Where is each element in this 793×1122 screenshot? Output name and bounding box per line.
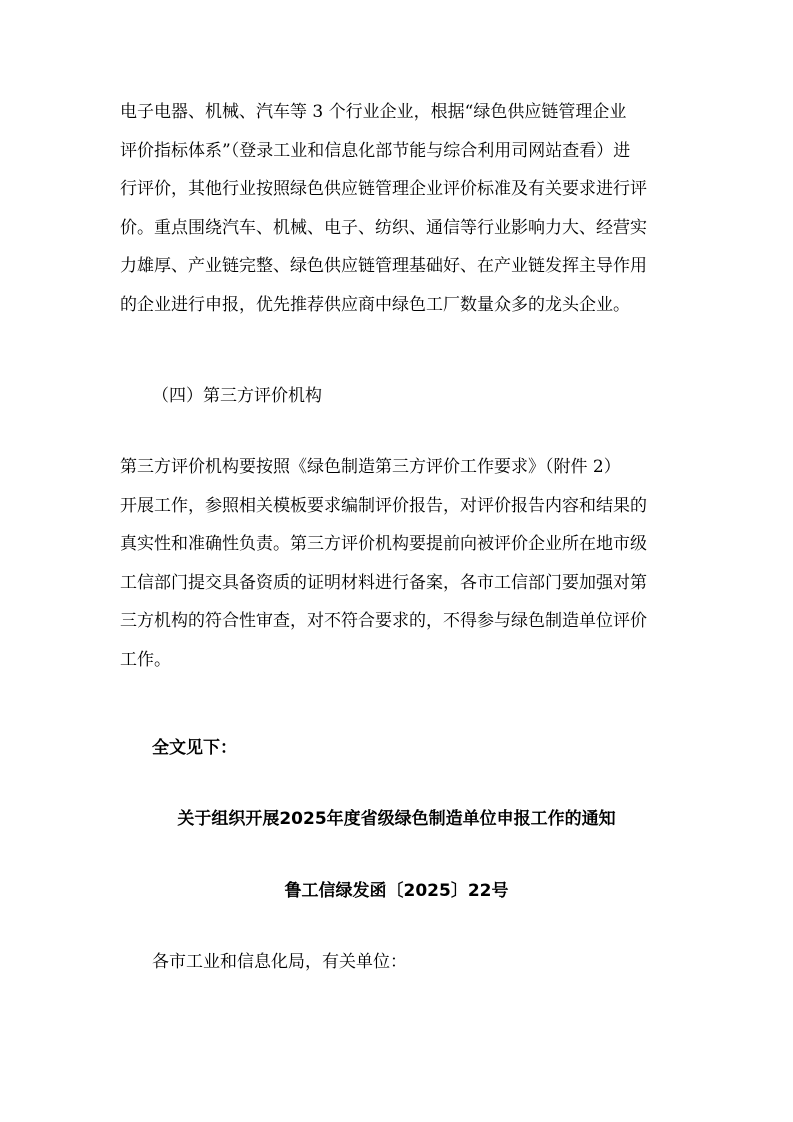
paragraph-line: 工作。 [120,649,171,670]
paragraph-line: 第三方评价机构要按照《绿色制造第三方评价工作要求》（附件 2） [120,457,621,477]
section-heading-third-party: （四）第三方评价机构 [152,386,322,406]
paragraph-line: 电子电器、机械、汽车等 3 个行业企业，根据“绿色供应链管理企业 [120,102,627,122]
paragraph-line: 真实性和准确性负责。第三方评价机构要提前向被评价企业所在地市级 [120,534,647,554]
salutation: 各市工业和信息化局，有关单位： [152,952,407,972]
paragraph-line: 评价指标体系”（登录工业和信息化部节能与综合利用司网站查看）进 [120,140,631,161]
paragraph-line: 行评价，其他行业按照绿色供应链管理企业评价标准及有关要求进行评 [120,179,647,199]
paragraph-line: 的企业进行申报，优先推荐供应商中绿色工厂数量众多的龙头企业。 [120,294,630,315]
full-text-label: 全文见下： [152,738,237,758]
paragraph-green-supply-chain [120,100,647,331]
document-number: 鲁工信绿发函〔2025〕22号 [284,881,509,901]
paragraph-line: 工信部门提交具备资质的证明材料进行备案，各市工信部门要加强对第 [120,572,647,593]
paragraph-line: 力雄厚、产业链完整、绿色供应链管理基础好、在产业链发挥主导作用 [120,256,647,276]
paragraph-line: 价。重点围绕汽车、机械、电子、纺织、通信等行业影响力大、经营实 [120,217,647,238]
paragraph-line: 开展工作，参照相关模板要求编制评价报告，对评价报告内容和结果的 [120,495,647,516]
paragraph-third-party-evaluation [120,455,647,686]
notice-title: 关于组织开展2025年度省级绿色制造单位申报工作的通知 [177,809,616,829]
paragraph-line: 三方机构的符合性审查，对不符合要求的，不得参与绿色制造单位评价 [120,611,647,631]
